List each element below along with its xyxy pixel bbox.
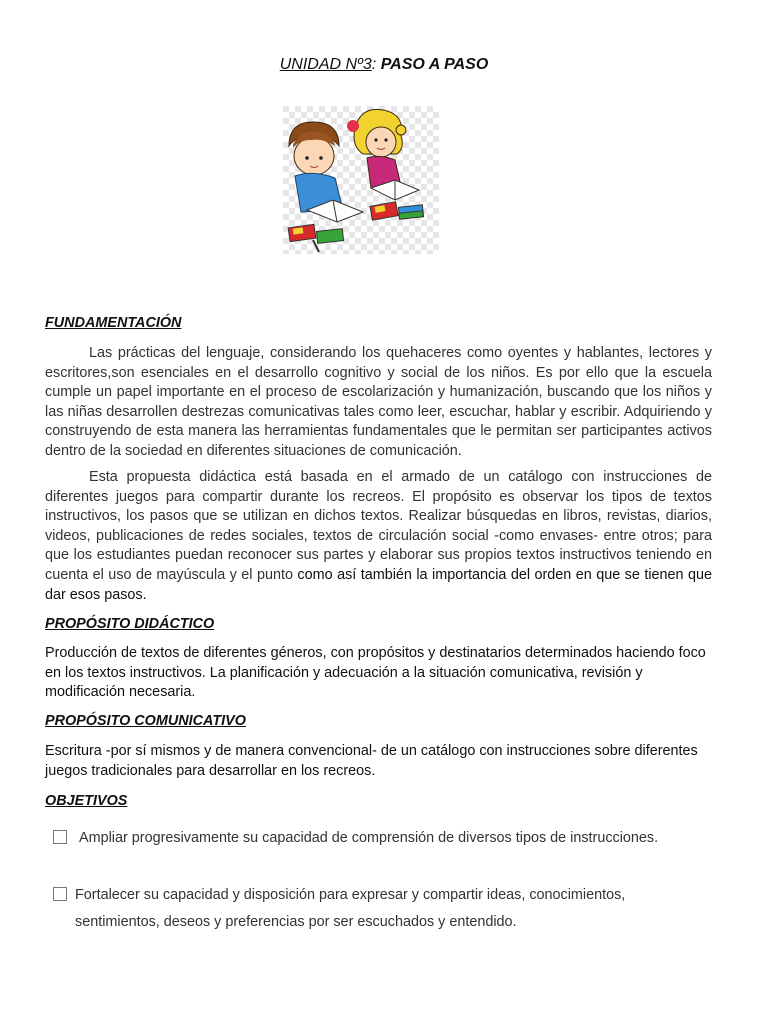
page-title: [0, 56, 768, 74]
unit-name: PASO A PASO: [376, 56, 489, 73]
fundamentacion-paragraph-2: [45, 468, 712, 605]
bullet-icon: [53, 887, 67, 901]
objetivos-heading: OBJETIVOS: [45, 793, 128, 809]
proposito-didactico-heading: PROPÓSITO DIDÁCTICO: [45, 616, 215, 632]
objetivo-item-text: Ampliar progresivamente su capacidad de comprensión de diversos tipos de instrucciones.: [79, 830, 659, 846]
proposito-didactico-text: Producción de textos de diferentes géneros, con propósitos y destinatarios determinados haciendo foco en los textos instructivos. La planificación y adecuación a la situación comunicativa, revisión y modificación necesaria.: [45, 645, 706, 701]
unit-label: UNIDAD Nº3: [279, 56, 372, 73]
proposito-comunicativo-text: Escritura -por sí mismos y de manera convencional- de un catálogo con instrucciones sobre diferentes juegos tradicionales para desarrollar en los recreos.: [45, 743, 698, 779]
bullet-icon: [53, 830, 67, 844]
proposito-comunicativo-heading: PROPÓSITO COMUNICATIVO: [45, 713, 246, 729]
fundamentacion-heading: FUNDAMENTACIÓN: [45, 315, 182, 331]
fundamentacion-paragraph-1: Las prácticas del lenguaje, considerando los quehaceres como oyentes y hablantes, lectores y escritores,son esenciales en el desarrollo cognitivo y social de los niños. Es por ello que la escuela cumple un papel importante en el proceso de escolarización y humanización, buscando que los niños y las niñas desarrollen destrezas comunicativas tales como leer, escuchar, hablar y escribir. Adquiriendo y construyendo de esta manera las herramientas fundamentales que le permitan ser participantes activos dentro de la sociedad en diferentes situaciones de comunicación.: [45, 345, 712, 459]
children-reading-books-image: [283, 106, 439, 254]
title-colon: :: [371, 56, 377, 73]
fundamentacion-paragraph-2-text: Esta propuesta didáctica está basada en el armado de un catálogo con instrucciones de diferentes juegos para compartir durante los recreos. El propósito es observar los tipos de textos instructivos, los pasos que se utilizan en dichos textos. Realizar búsquedas en libros, revistas, diarios, videos, publicaciones de redes sociales, textos de circulación social -como envases- entre otros; para que los estudiantes puedan reconocer sus partes y elaborar sus propios textos instructivos teniendo en cuenta el uso de mayúscula y el punto: [45, 469, 712, 583]
fundamentacion-paragraph-2-emphasis: como así también la importancia del orden en que se tienen que dar esos pasos.: [45, 566, 712, 603]
objetivo-item-text: Fortalecer su capacidad y disposición para expresar y compartir ideas, conocimientos, sentimientos, deseos y preferencias por ser escuchados y entendido.: [75, 887, 626, 930]
